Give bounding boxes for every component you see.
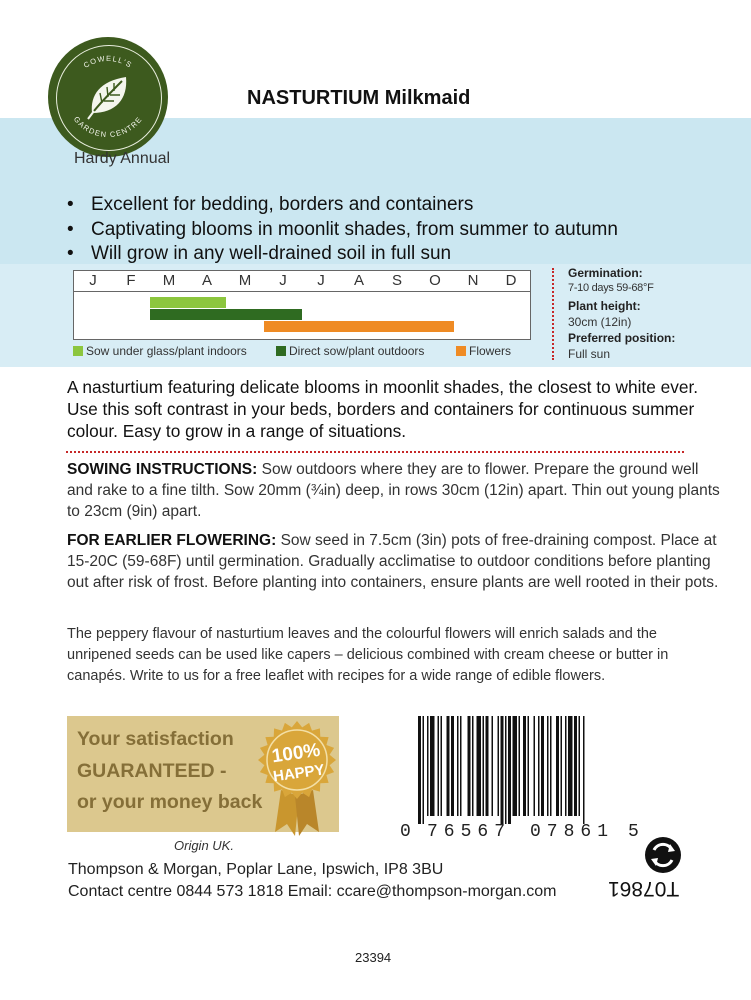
- barcode-bar: [486, 716, 489, 816]
- calendar-bar-2: [150, 309, 302, 320]
- guarantee-line-1: Your satisfaction: [77, 728, 234, 750]
- barcode-bar: [460, 716, 462, 816]
- barcode-bar: [523, 716, 526, 816]
- barcode-bar: [508, 716, 511, 824]
- month-label: M: [238, 272, 252, 289]
- recycle-icon: [644, 836, 682, 874]
- barcode-bar: [457, 716, 459, 816]
- barcode-bar: [418, 716, 421, 824]
- barcode-bar: [579, 716, 581, 816]
- barcode-bar: [498, 716, 500, 816]
- sowing-calendar: [73, 270, 531, 340]
- barcode-bar: [528, 716, 530, 816]
- barcode-bar: [513, 716, 518, 816]
- month-label: M: [162, 272, 176, 289]
- barcode-bar: [583, 716, 585, 824]
- footer-number: 23394: [355, 950, 392, 965]
- month-label: N: [467, 272, 479, 289]
- barcode-right-digits: 07861: [530, 822, 615, 842]
- culinary-notes: The peppery flavour of nasturtium leaves and the colourful flowers will enrich salads and the unripened seeds can be used like capers – delicious combined with cream cheese or butter in canapés. Write to us for a free leaflet with recipes for a wide range of edible flowers.: [67, 626, 669, 684]
- barcode-first-digit: 0: [400, 822, 411, 842]
- barcode-bar: [438, 716, 440, 816]
- barcode-bar: [451, 716, 454, 816]
- barcode-bar: [568, 716, 573, 816]
- month-label: D: [505, 272, 517, 289]
- barcode-bar: [483, 716, 485, 816]
- sowing-text: Sow outdoors where they are to flower. Prepare the ground well and rake to a fine tilth. Sow 20mm (¾in) deep, in rows 30cm (12in) apart. Thin out young plants to 23cm (9in) apart.: [67, 461, 720, 520]
- barcode-bar: [430, 716, 435, 816]
- barcode-bar: [556, 716, 559, 816]
- barcode-bar: [538, 716, 540, 816]
- barcode-bar: [468, 716, 471, 816]
- position-label: Preferred position:: [568, 331, 676, 345]
- legend-label: Flowers: [469, 344, 512, 358]
- earlier-heading: FOR EARLIER FLOWERING:: [67, 532, 277, 549]
- company-address: Thompson & Morgan, Poplar Lane, Ipswich, IP8 3BU: [68, 861, 444, 878]
- barcode: [418, 716, 630, 824]
- barcode-bar: [501, 716, 504, 824]
- barcode-bar: [541, 716, 544, 816]
- origin-text: Origin UK.: [174, 838, 234, 853]
- barcode-check-digit: 5: [628, 822, 639, 842]
- plant-height-value: 30cm (12in): [568, 315, 632, 329]
- legend-sow-outdoors: [276, 344, 424, 358]
- legend-sow-indoors: [73, 344, 247, 358]
- barcode-bar: [447, 716, 450, 816]
- month-label: J: [317, 272, 325, 289]
- calendar-bar-1: [150, 297, 226, 308]
- guarantee-line-2: GUARANTEED -: [77, 760, 227, 782]
- month-label: F: [126, 272, 136, 289]
- month-label: O: [429, 272, 441, 289]
- barcode-bar: [550, 716, 552, 816]
- product-description: A nasturtium featuring delicate blooms in moonlit shades, the closest to white ever. Use this soft contrast in your beds, borders and containers for continuous summer colour. Easy to grow in a range of situations.: [67, 377, 699, 441]
- logo-top-text: COWELL'S: [81, 53, 135, 70]
- seal-happy: HAPPY: [272, 761, 326, 786]
- horizontal-divider: [66, 451, 684, 453]
- legend-label: Direct sow/plant outdoors: [289, 344, 425, 358]
- list-item: • Will grow in any well-drained soil in full sun: [67, 242, 618, 267]
- month-label: J: [279, 272, 287, 289]
- legend-label: Sow under glass/plant indoors: [86, 344, 247, 358]
- barcode-bar: [427, 716, 429, 816]
- germination-value: 7-10 days 59-68°F: [568, 282, 654, 294]
- germination-label: Germination:: [568, 266, 643, 280]
- product-code: T07861: [608, 877, 680, 900]
- calendar-bar-3: [264, 321, 454, 332]
- list-item: • Excellent for bedding, borders and containers: [67, 193, 618, 218]
- legend-swatch: [456, 346, 466, 356]
- barcode-bar: [565, 716, 567, 816]
- product-title: NASTURTIUM Milkmaid: [247, 87, 471, 109]
- barcode-bar: [505, 716, 507, 824]
- earlier-flowering: [67, 530, 722, 593]
- barcode-bar: [441, 716, 443, 816]
- barcode-left-digits: 76567: [427, 822, 512, 842]
- month-label: A: [201, 272, 212, 289]
- leaf-icon: [88, 77, 126, 119]
- barcode-bar: [547, 716, 549, 816]
- sowing-instructions: [67, 459, 722, 522]
- logo-bottom-text: GARDEN CENTRE: [71, 114, 145, 140]
- plant-height-label: Plant height:: [568, 299, 641, 313]
- calendar-months: [74, 271, 530, 292]
- list-item: • Captivating blooms in moonlit shades, from summer to autumn: [67, 218, 618, 243]
- happy-seal-icon: [257, 720, 337, 838]
- vertical-divider: [552, 268, 554, 360]
- position-value: Full sun: [568, 347, 611, 361]
- barcode-bar: [519, 716, 521, 816]
- legend-swatch: [73, 346, 83, 356]
- logo-artwork: [48, 37, 168, 157]
- company-contact: Contact centre 0844 573 1818 Email: ccare@thompson-morgan.com: [68, 883, 557, 900]
- barcode-bar: [423, 716, 425, 824]
- month-label: S: [391, 272, 402, 289]
- barcode-bar: [574, 716, 577, 816]
- legend-flowers: [456, 344, 511, 358]
- barcode-bar: [492, 716, 494, 816]
- month-label: A: [353, 272, 364, 289]
- feature-list: [67, 193, 618, 267]
- legend-swatch: [276, 346, 286, 356]
- barcode-bar: [561, 716, 563, 816]
- month-label: J: [89, 272, 97, 289]
- product-type: Hardy Annual: [74, 150, 171, 167]
- barcode-bar: [477, 716, 482, 816]
- barcode-bar: [472, 716, 474, 816]
- barcode-bar: [534, 716, 536, 816]
- seal-percent: 100%: [270, 739, 322, 768]
- sowing-heading: SOWING INSTRUCTIONS:: [67, 461, 258, 478]
- guarantee-line-3: or your money back: [77, 791, 263, 813]
- earlier-text: Sow seed in 7.5cm (3in) pots of free-draining compost. Place at 15-20C (59-68F) until germination. Gradually acclimatise to outdoor conditions before planting out after risk of frost. Before planting into containers, ensure plants are well rooted in their pots.: [67, 532, 719, 591]
